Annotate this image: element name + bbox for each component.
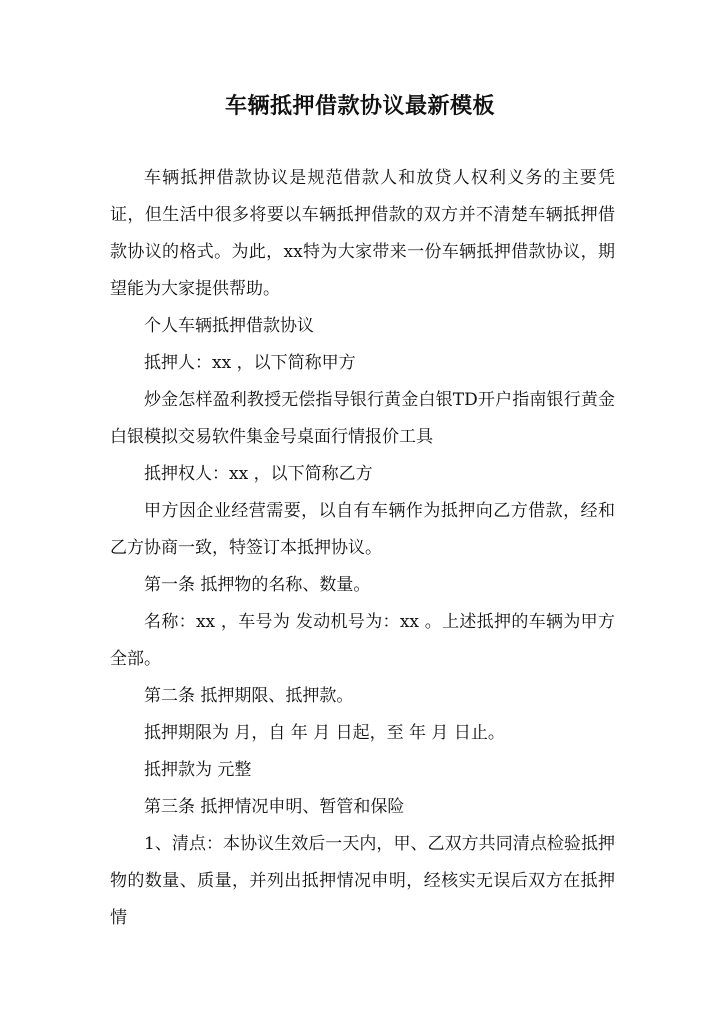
paragraph-inventory: 1、清点：本协议生效后一天内，甲、乙双方共同清点检验抵押物的数量、质量，并列出抵押情况申明，经核实无误后双方在抵押情: [110, 834, 615, 928]
paragraph-mortgagee: 抵押权人：xx ，以下简称乙方: [144, 464, 373, 484]
document-title: 车辆抵押借款协议最新模板: [224, 93, 495, 119]
paragraph-amount: 抵押款为 元整: [144, 760, 252, 780]
paragraph-article-3: 第三条 抵押情况申明、暂管和保险: [144, 797, 405, 817]
paragraph-ad-text: 炒金怎样盈利教授无偿指导银行黄金白银TD开户指南银行黄金白银模拟交易软件集金号桌面行情报价工具: [110, 390, 615, 447]
paragraph-article-2: 第二条 抵押期限、抵押款。: [144, 686, 354, 706]
document-body: [110, 160, 615, 937]
paragraph-agreement-heading: 个人车辆抵押借款协议: [144, 316, 314, 336]
paragraph-intro: 车辆抵押借款协议是规范借款人和放贷人权利义务的主要凭证，但生活中很多将要以车辆抵押借款的双方并不清楚车辆抵押借款协议的格式。为此，xx特为大家带来一份车辆抵押借款协议，期望能为大家提供帮助。: [110, 168, 615, 299]
paragraph-mortgagor: 抵押人：xx ，以下简称甲方: [144, 353, 356, 373]
paragraph-purpose: 甲方因企业经营需要，以自有车辆作为抵押向乙方借款，经和乙方协商一致，特签订本抵押协议。: [110, 501, 615, 558]
paragraph-term: 抵押期限为 月，自 年 月 日起，至 年 月 日止。: [144, 723, 505, 743]
paragraph-article-1: 第一条 抵押物的名称、数量。: [144, 575, 371, 595]
paragraph-item-name: 名称：xx ，车号为 发动机号为：xx 。上述抵押的车辆为甲方全部。: [110, 612, 615, 669]
